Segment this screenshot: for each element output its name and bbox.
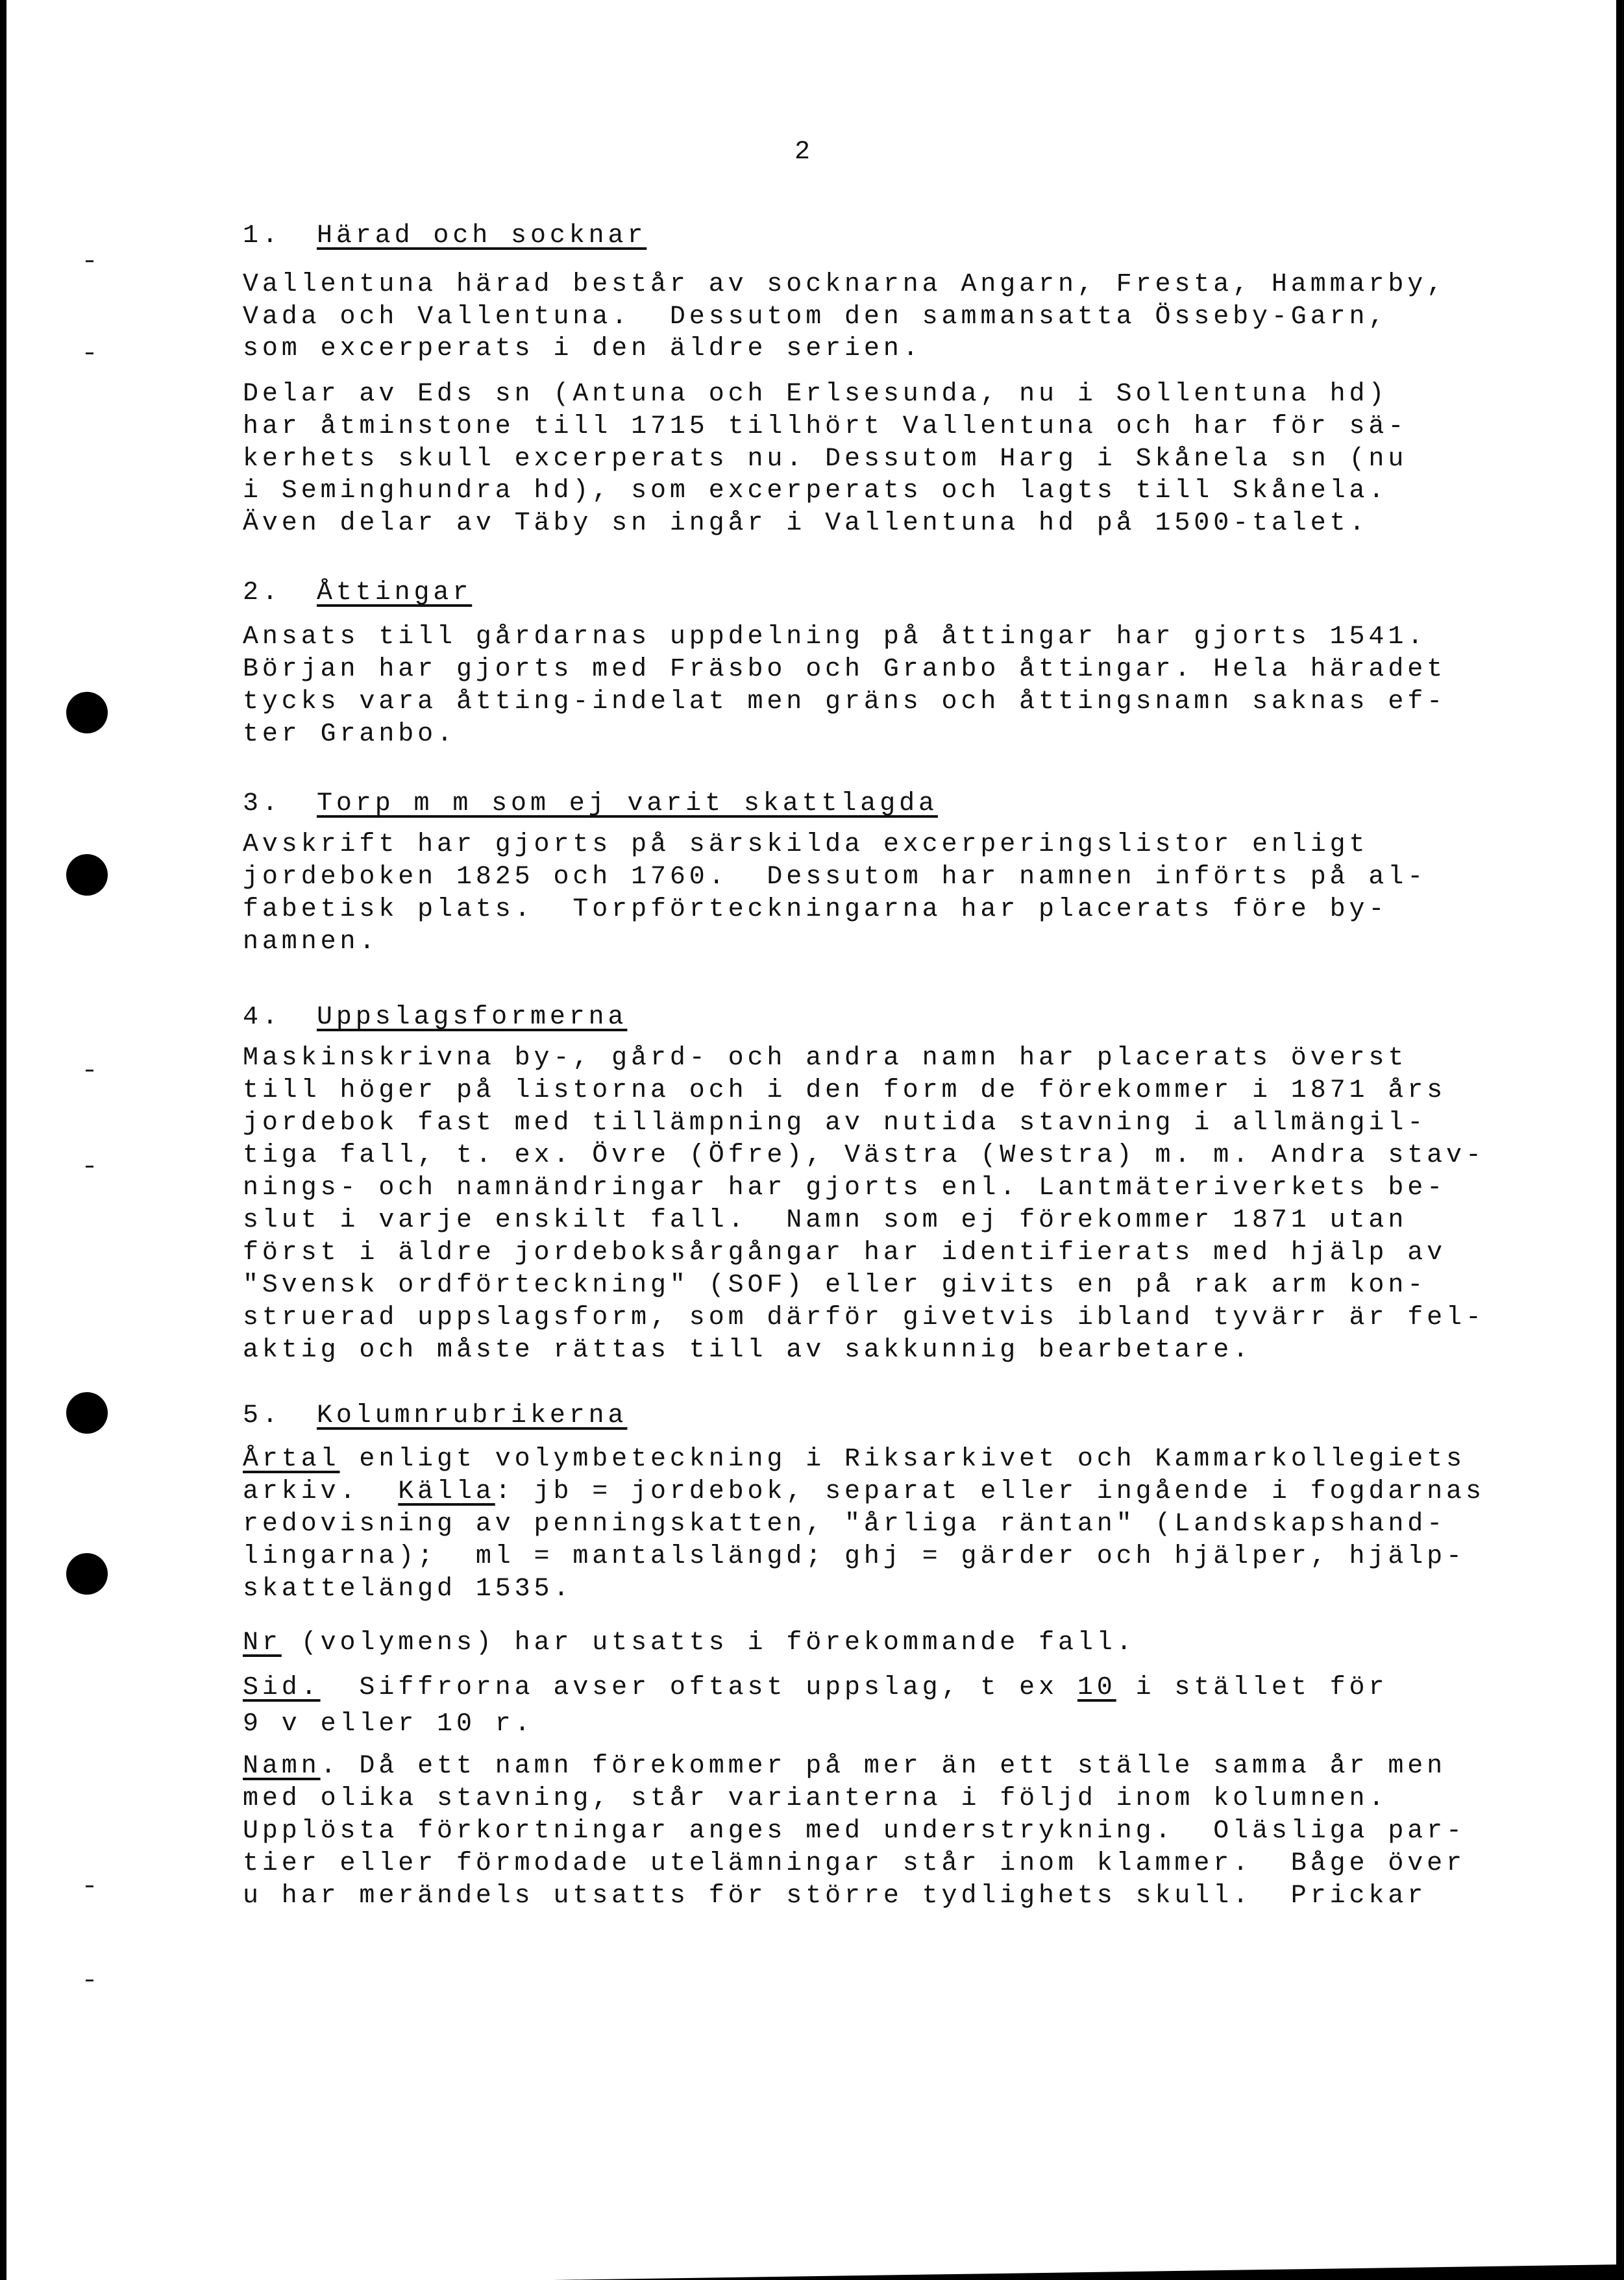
section-number: 2.	[243, 578, 282, 607]
section-heading	[243, 221, 646, 252]
text-line: struerad uppslagsform, som därför givetvis ibland tyvärr är fel-	[243, 1303, 1485, 1332]
text-line: med olika stavning, står varianterna i följd inom kolumnen.	[243, 1784, 1388, 1813]
section-title: Uppslagsformerna	[317, 1003, 628, 1032]
punch-hole	[66, 1553, 108, 1595]
text-line: Vada och Vallentuna. Dessutom den sammansatta Össeby-Garn,	[243, 302, 1388, 332]
text-line: lingarna); ml = mantalslängd; ghj = gärder och hjälper, hjälp-	[243, 1542, 1466, 1571]
scan-edge-right	[1616, 0, 1624, 2280]
section-number: 4.	[243, 1003, 282, 1032]
text-line: tier eller förmodade utelämningar står inom klammer. Båge över	[243, 1849, 1466, 1878]
section-title: Torp m m som ej varit skattlagda	[317, 789, 938, 818]
text-fragment: Siffrorna avser oftast uppslag, t ex	[320, 1673, 1077, 1702]
text-line: redovisning av penningskatten, "årliga räntan" (Landskapshand-	[243, 1510, 1447, 1539]
margin-mark	[86, 1980, 93, 1981]
section-number: 5.	[243, 1401, 282, 1430]
term-sid: Sid.	[243, 1673, 321, 1702]
text-line: slut i varje enskilt fall. Namn som ej förekommer 1871 utan	[243, 1206, 1408, 1235]
term-nr: Nr	[243, 1628, 282, 1658]
scan-edge-bottom	[0, 2264, 1624, 2280]
section-heading	[243, 1002, 627, 1033]
text-line: kerhets skull excerperats nu. Dessutom Harg i Skånela sn (nu	[243, 445, 1408, 474]
text-line: tycks vara åtting-indelat men gräns och åttingsnamn saknas ef-	[243, 687, 1447, 717]
text-line	[243, 1673, 1388, 1704]
margin-mark	[86, 1885, 93, 1887]
text-line: Avskrift har gjorts på särskilda excerperingslistor enligt	[243, 830, 1369, 859]
text-fragment: i stället för	[1116, 1673, 1388, 1702]
scan-edge-left	[0, 0, 6, 2280]
section-heading	[243, 578, 472, 609]
text-fragment: enligt volymbeteckning i Riksarkivet och Kammarkollegiets	[339, 1445, 1466, 1474]
page-number: 2	[794, 138, 811, 167]
text-fragment: arkiv.	[243, 1477, 399, 1506]
text-line: har åtminstone till 1715 tillhört Vallentuna och har för sä-	[243, 412, 1408, 441]
text-line: Maskinskrivna by-, gård- och andra namn har placerats överst	[243, 1044, 1408, 1073]
section-title: Åttingar	[317, 578, 473, 607]
margin-mark	[86, 260, 93, 262]
punch-hole	[66, 1392, 108, 1434]
text-line: skattelängd 1535.	[243, 1575, 573, 1604]
term-kalla: Källa	[398, 1477, 495, 1506]
text-line: fabetisk plats. Torpförteckningarna har placerats före by-	[243, 895, 1388, 924]
section-title: Härad och socknar	[317, 221, 647, 251]
section-title: Kolumnrubrikerna	[317, 1401, 628, 1430]
text-line: till höger på listorna och i den form de förekommer i 1871 års	[243, 1076, 1447, 1105]
text-fragment: (volymens) har utsatts i förekommande fall.	[281, 1628, 1136, 1658]
text-line	[243, 1751, 1446, 1782]
term-artal: Årtal	[243, 1445, 340, 1474]
text-line: som excerperats i den äldre serien.	[243, 334, 922, 363]
margin-mark	[86, 1166, 93, 1168]
text-line: jordebok fast med tillämpning av nutida stavning i allmängil-	[243, 1109, 1427, 1138]
section-heading	[243, 1401, 627, 1432]
text-line: Även delar av Täby sn ingår i Vallentuna hd på 1500-talet.	[243, 509, 1369, 538]
text-line: Vallentuna härad består av socknarna Angarn, Fresta, Hammarby,	[243, 270, 1447, 299]
text-line: 9 v eller 10 r.	[243, 1710, 534, 1739]
text-line	[243, 1444, 1466, 1475]
text-line	[243, 1628, 1136, 1659]
text-line: namnen.	[243, 927, 379, 957]
text-line: u har merändels utsatts för större tydlighets skull. Prickar	[243, 1882, 1427, 1911]
text-line: tiga fall, t. ex. Övre (Öfre), Västra (Westra) m. m. Andra stav-	[243, 1141, 1485, 1170]
text-line: Ansats till gårdarnas uppdelning på åttingar har gjorts 1541.	[243, 622, 1427, 652]
text-line	[243, 1477, 1485, 1508]
section-number: 1.	[243, 221, 282, 251]
text-fragment: . Då ett namn förekommer på mer än ett ställe samma år men	[320, 1752, 1447, 1781]
text-line: först i äldre jordeboksårgångar har identifierats med hjälp av	[243, 1238, 1447, 1268]
text-line: Upplösta förkortningar anges med understrykning. Oläsliga par-	[243, 1817, 1466, 1846]
text-line: "Svensk ordförteckning" (SOF) eller givits en på rak arm kon-	[243, 1271, 1427, 1300]
margin-mark	[86, 352, 93, 354]
punch-hole	[66, 692, 108, 733]
term-namn: Namn	[243, 1752, 321, 1781]
text-line: Delar av Eds sn (Antuna och Erlsesunda, nu i Sollentuna hd)	[243, 380, 1388, 409]
text-line: aktig och måste rättas till av sakkunnig bearbetare.	[243, 1336, 1253, 1365]
punch-hole	[66, 854, 108, 896]
text-line: nings- och namnändringar har gjorts enl. Lantmäteriverkets be-	[243, 1173, 1447, 1203]
text-line: ter Granbo.	[243, 720, 456, 749]
section-number: 3.	[243, 789, 282, 818]
margin-mark	[86, 1070, 93, 1072]
text-fragment: : jb = jordebok, separat eller ingående i fogdarnas	[495, 1477, 1485, 1506]
underlined-number: 10	[1077, 1673, 1116, 1702]
text-line: jordeboken 1825 och 1760. Dessutom har namnen införts på al-	[243, 863, 1427, 892]
text-line: Början har gjorts med Fräsbo och Granbo åttingar. Hela häradet	[243, 655, 1447, 684]
text-line: i Seminghundra hd), som excerperats och lagts till Skånela.	[243, 476, 1388, 506]
section-heading	[243, 789, 938, 820]
